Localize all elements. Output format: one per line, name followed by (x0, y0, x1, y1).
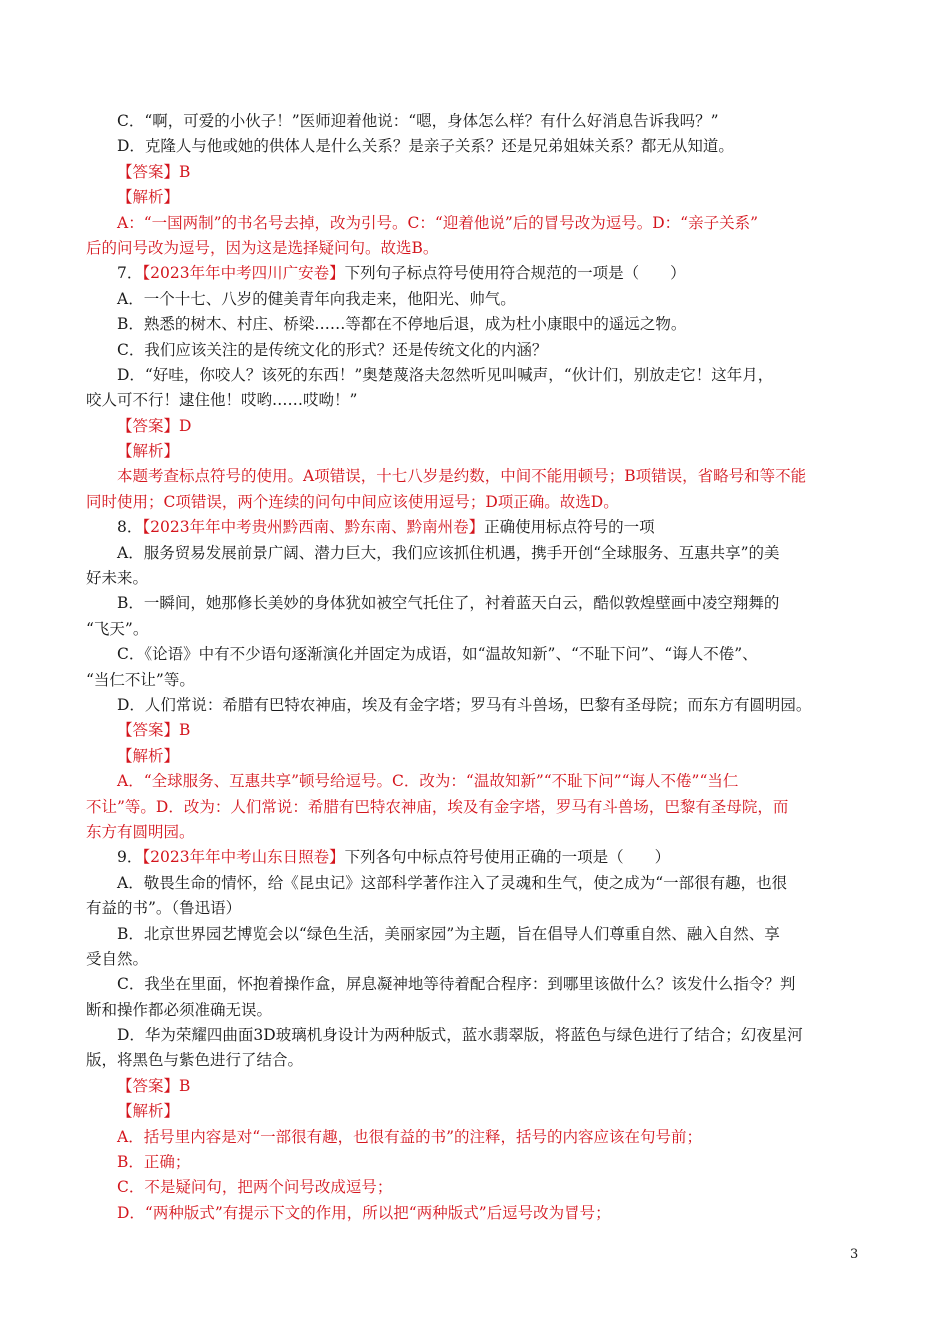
text-line: 【解析】 (117, 1102, 180, 1121)
text-line: C．不是疑问句，把两个问号改成逗号； (117, 1178, 393, 1197)
text-line: “当仁不让”等。 (86, 670, 195, 689)
source-tag: 【2023年年中考四川广安卷】 (142, 264, 345, 283)
text-segment: 下列各句中标点符号使用正确的一项是（ ） (344, 848, 671, 867)
text-line: A．敬畏生命的情怀，给《昆虫记》这部科学著作注入了灵魂和生气，使之成为“一部很有趣，也很 (117, 873, 788, 892)
text-line: 【答案】D (117, 416, 192, 435)
source-tag: 【2023年年中考山东日照卷】 (142, 848, 345, 867)
text-line: 【解析】 (117, 442, 180, 461)
text-line: 本题考查标点符号的使用。A项错误，十七八岁是约数，中间不能用顿号；B项错误，省略号和等不能 (117, 467, 807, 486)
text-line: 【解析】 (117, 746, 180, 765)
text-line: B．一瞬间，她那修长美妙的身体犹如被空气托住了，衬着蓝天白云，酷似敦煌壁画中凌空翔舞的 (117, 594, 780, 613)
text-line: 版，将黑色与紫色进行了结合。 (86, 1051, 304, 1070)
text-line: 后的问号改为逗号，因为这是选择疑问句。故选B。 (86, 238, 439, 257)
text-line: D．克隆人与他或她的供体人是什么关系？是亲子关系？还是兄弟姐妹关系？都无从知道。 (117, 137, 734, 156)
text-line: 东方有圆明园。 (86, 822, 195, 841)
text-line: C．我们应该关注的是传统文化的形式？还是传统文化的内涵？ (117, 340, 548, 359)
text-line: “飞天”。 (86, 619, 149, 638)
text-segment: 正确使用标点符号的一项 (484, 518, 655, 537)
text-line: D．人们常说：希腊有巴特农神庙，埃及有金字塔；罗马有斗兽场，巴黎有圣母院；而东方有圆明园。 (117, 695, 812, 714)
document-body (86, 109, 865, 1226)
text-line: B．熟悉的树木、村庄、桥梁……等都在不停地后退，成为杜小康眼中的遥远之物。 (117, 315, 687, 334)
text-line: A．“全球服务、互惠共享”顿号给逗号。C．改为：“温故知新”“不耻下问”“诲人不倦”“当仁 (117, 772, 739, 791)
page-number: 3 (850, 1247, 859, 1262)
text-line: 【答案】B (117, 1076, 191, 1095)
text-segment: 下列句子标点符号使用符合规范的一项是（ ） (344, 264, 686, 283)
text-line: 好未来。 (86, 569, 149, 588)
text-line: 【答案】B (117, 721, 191, 740)
text-line: 断和操作都必须准确无误。 (86, 1000, 273, 1019)
text-line: 【答案】B (117, 162, 191, 181)
text-line: 同时使用；C项错误，两个连续的问句中间应该使用逗号；D项正确。故选D。 (86, 492, 619, 511)
text-line: C．“啊，可爱的小伙子！”医师迎着他说：“嗯，身体怎么样？有什么好消息告诉我吗？” (117, 112, 719, 130)
text-line: 受自然。 (86, 949, 149, 968)
text-line: C．《论语》中有不少语句逐渐演化并固定为成语，如“温故知新”、“不耻下问”、“诲人不倦”、 (117, 645, 758, 664)
text-line: D．华为荣耀四曲面3D玻璃机身设计为两种版式，蓝水翡翠版，将蓝色与绿色进行了结合；幻夜星河 (117, 1026, 803, 1045)
text-line: D．“两种版式”有提示下文的作用，所以把“两种版式”后逗号改为冒号； (117, 1203, 611, 1222)
text-segment: 7． (117, 264, 143, 283)
text-line: D．“好哇，你咬人？该死的东西！”奥楚蔑洛夫忽然听见叫喊声，“伙计们，别放走它！这年月， (117, 365, 774, 384)
text-line: A．一个十七、八岁的健美青年向我走来，他阳光、帅气。 (117, 289, 516, 308)
text-line (86, 261, 865, 286)
text-line: A．服务贸易发展前景广阔、潜力巨大，我们应该抓住机遇，携手开创“全球服务、互惠共享”的美 (117, 543, 780, 562)
text-line: B．北京世界园艺博览会以“绿色生活，美丽家园”为主题，旨在倡导人们尊重自然、融入自然、享 (117, 924, 780, 943)
text-line: 有益的书”。（鲁迅语） (86, 899, 242, 918)
text-line: A．括号里内容是对“一部很有趣，也很有益的书”的注释，括号的内容应该在句号前； (117, 1127, 703, 1146)
text-line: B．正确； (117, 1153, 191, 1172)
text-line: C．我坐在里面，怀抱着操作盒，屏息凝神地等待着配合程序：到哪里该做什么？该发什么指令？判 (117, 975, 796, 994)
text-line (86, 515, 865, 540)
text-segment: 8． (117, 518, 143, 537)
text-line: 咬人可不行！逮住他！哎哟……哎呦！” (86, 391, 358, 410)
source-tag: 【2023年年中考贵州黔西南、黔东南、黔南州卷】 (142, 518, 485, 537)
text-line (86, 845, 865, 870)
text-line: A：“一国两制”的书名号去掉，改为引号。C：“迎着他说”后的冒号改为逗号。D：“亲子关系” (117, 213, 759, 232)
text-line: 不让”等。D．改为：人们常说：希腊有巴特农神庙，埃及有金字塔，罗马有斗兽场，巴黎有圣母院，而 (86, 797, 789, 816)
text-line: 【解析】 (117, 188, 180, 207)
text-segment: 9． (117, 848, 143, 867)
